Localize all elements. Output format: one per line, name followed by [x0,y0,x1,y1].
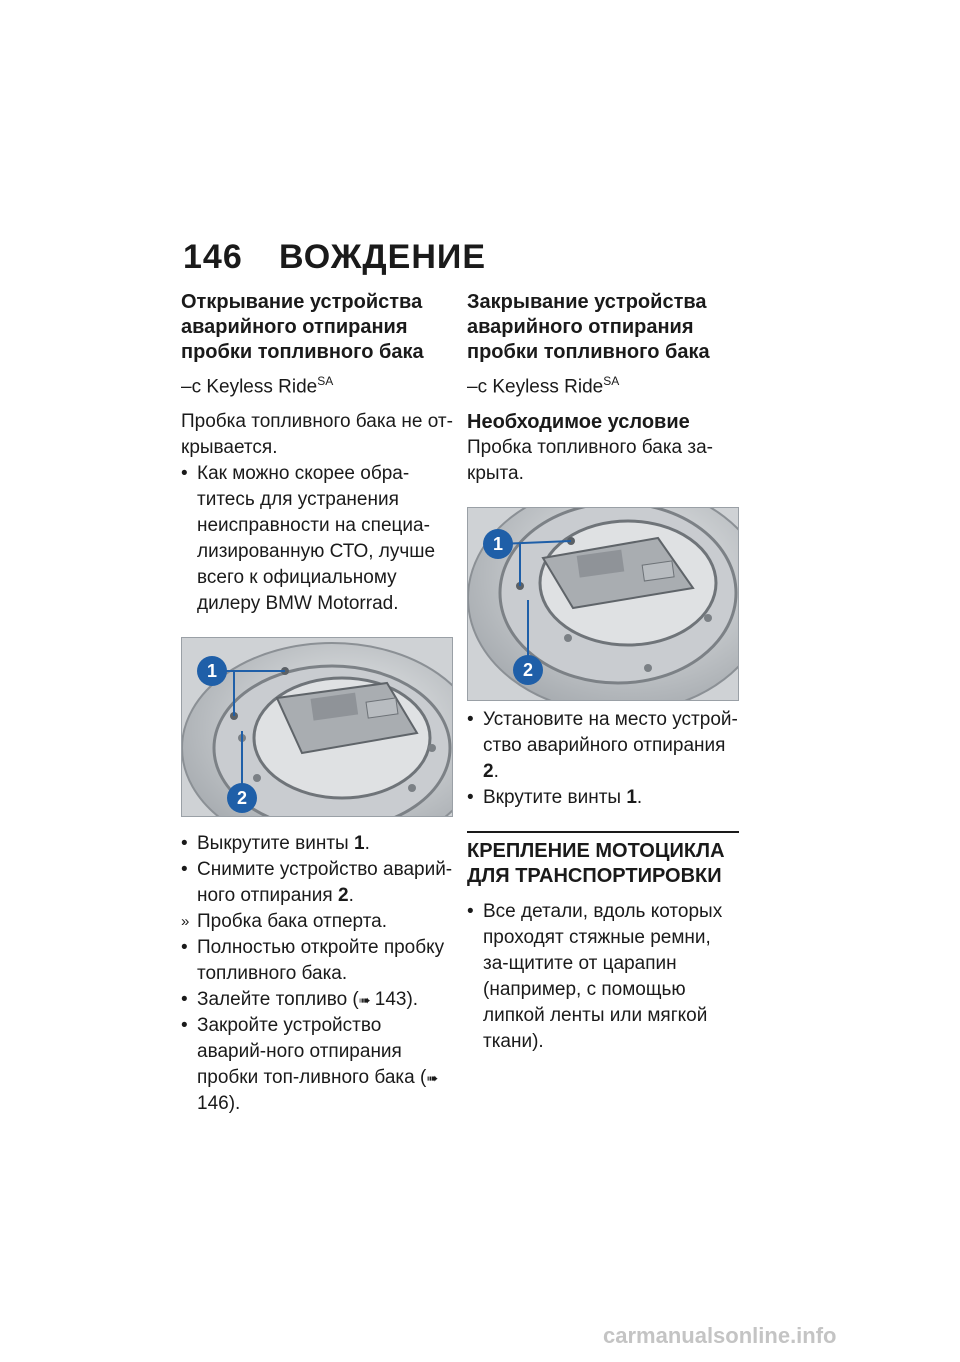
page-header [183,238,486,277]
callout-2-label: 2 [236,788,248,809]
left-steps [181,831,453,1117]
right-step-1: • Установите на место устрой-ство аварийного отпирания 2. [467,709,738,783]
left-advice-item: • Как можно скорее обра-титесь для устранения неисправности на специа-лизированную СТО, лучше всего к официальному дилеру BMW Motorrad. [181,463,436,615]
left-step-3: • Полностью откройте пробку топливного бака. [181,937,445,985]
right-figure [467,507,739,701]
right-sa-prefix: –с Keyless Ride [467,376,604,398]
condition-title: Необходимое условие [467,411,690,434]
page-ref-arrow-icon: ➠ [426,1070,438,1087]
page-title: ВОЖДЕНИЕ [279,238,487,276]
left-step-result: » Пробка бака отперта. [181,911,388,933]
left-heading: Открывание устройства аварийного отпирания пробки топливного бака [181,291,424,363]
right-steps [467,707,739,811]
callout-1-label: 1 [206,661,218,682]
right-option-note [467,369,739,399]
page-number: 146 [183,238,243,276]
page-ref-arrow-icon: ➠ [358,992,370,1009]
fuel-cap-image [468,508,738,700]
condition-text: Пробка топливного бака за-крыта. [467,437,713,485]
right-column [467,290,739,1055]
section-divider [467,831,739,1055]
watermark: carmanualsonline.info [603,1323,837,1348]
left-figure [181,637,453,817]
left-advice-list [181,461,453,617]
left-step-2: • Снимите устройство аварий-ного отпирания 2. [181,859,453,907]
left-option-note [181,369,453,399]
right-heading: Закрывание устройства аварийного отпирания пробки топливного бака [467,291,710,363]
left-intro: Пробка топливного бака не от-крывается. [181,411,453,459]
section-step-1: • Все детали, вдоль которых проходят стяжные ремни, за-щитите от царапин (например, с помощью липкой ленты или мягкой ткани). [467,901,723,1053]
right-sa-sup: SA [603,374,620,388]
page-ref-link[interactable]: 146 [197,1093,229,1115]
left-sa-sup: SA [317,374,334,388]
left-step-1: • Выкрутите винты 1. [181,833,370,855]
left-step-5: • Закройте устройство аварий-ного отпирания пробки топ-ливного бака (➠ 146). [181,1015,438,1115]
section-steps [467,899,739,1055]
left-step-4: • Залейте топливо (➠ 143). [181,987,453,1013]
left-advice-text: Как можно скорее обра-титесь для устранения неисправности на специа-лизированную СТО, лучше всего к официальному дилеру BMW Motorrad. [197,463,436,615]
page-ref-link[interactable]: 143 [374,989,407,1011]
fuel-cap-image [182,638,452,816]
left-column [181,290,453,1117]
section-title: КРЕПЛЕНИЕ МОТОЦИКЛА ДЛЯ ТРАНСПОРТИРОВКИ [467,840,725,888]
callout-1-label: 1 [492,534,504,555]
left-sa-prefix: –с Keyless Ride [181,376,318,398]
callout-2-label: 2 [522,660,534,681]
right-step-2: • Вкрутите винты 1. [467,787,643,809]
